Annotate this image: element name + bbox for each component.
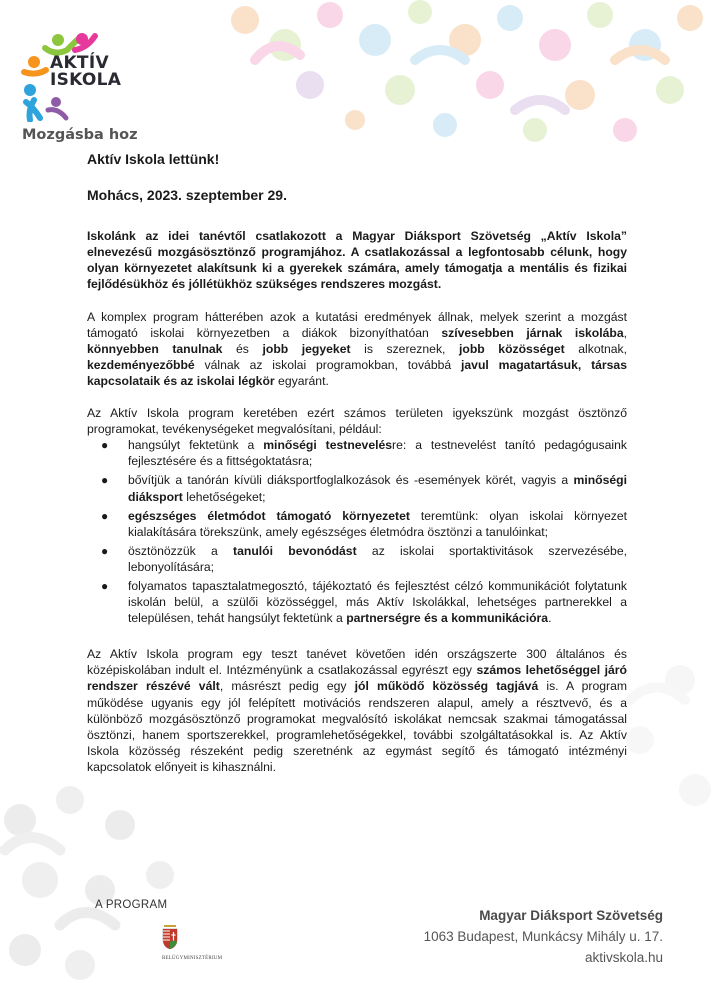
list-item: ● ösztönözzük a tanulói bevonódást az iskolai sportaktivitások szervezésébe, lebonyolítására; — [101, 543, 628, 574]
organization-name: Magyar Diáksport Szövetség — [479, 908, 663, 923]
slogan: Mozgásba hoz — [22, 127, 138, 143]
program-list — [87, 437, 627, 626]
letter-body — [87, 151, 627, 791]
list-item: ● folyamatos tapasztalatmegosztó, tájékoztató és fejlesztést célzó kommunikációt folytatunk iskolán belül, a szülői közösséggel, más Aktív Iskolákkal, lehetséges partnerekkel a településen, tehát hangsúlyt fektetünk a partnerségre és a kommunikációra. — [101, 578, 627, 626]
hungarian-crest-icon — [160, 922, 180, 950]
header-pattern-decoration — [215, 0, 712, 145]
program-label: A PROGRAM — [95, 899, 168, 911]
programs-intro: Az Aktív Iskola program keretében ezért számos területen igyekszünk mozgást ösztönző programokat, tevékenységeket megvalósítani, például: — [87, 406, 627, 437]
ministry-label: BELÜGYMINISZTÉRIUM — [162, 956, 223, 961]
list-item: ● bővítjük a tanórán kívüli diáksportfoglalkozások és -események körét, vagyis a minőségi diáksport lehetőségeket; — [101, 473, 627, 504]
list-item: ● egészséges életmódot támogató környezetet teremtünk: olyan iskolai környezet kialakítására törekszünk, amely egészséges életmódra ösztönzi a tanulóinkat; — [101, 508, 627, 539]
logo-wordmark — [50, 55, 121, 89]
intro-paragraph: Iskolánk az idei tanévtől csatlakozott a Magyar Diáksport Szövetség „Aktív Iskola” elnevezésű mozgásösztönző programjához. A csatlakozással a legfontosabb célunk, hogy olyan környezetet alakítsunk ki a gyerekek számára, amely támogatja a mentális és fizikai fejlődésükhöz és jóllétükhöz szükséges rendszeres mozgást. — [87, 229, 627, 292]
letter-title: Aktív Iskola lettünk! — [87, 151, 220, 167]
letter-date: Mohács, 2023. szeptember 29. — [87, 187, 287, 204]
website-link[interactable]: aktivskola.hu — [584, 950, 663, 965]
footer-pattern-decoration — [0, 780, 250, 1007]
list-item: ● hangsúlyt fektetünk a minőségi testnevelésre: a testnevelést tanító pedagógusaink fejlesztésére és a fittségoktatásra; — [101, 438, 627, 469]
organization-contact — [424, 905, 663, 968]
logo-line-1: AKTÍV — [50, 53, 109, 73]
organization-address: 1063 Budapest, Munkácsy Mihály u. 17. — [423, 929, 663, 944]
research-paragraph: A komplex program hátterében azok a kutatási eredmények állnak, melyek szerint a mozgást támogató iskolai környezetben a diákok bizonyíthatóan szívesebben járnak iskolába, könnyebben tanulnak és jobb jegyeket is szereznek, jobb közösséget alkotnak, kezdeményezőbbé válnak az iskolai programokban, továbbá javul magatartásuk, társas kapcsolataik és az iskolai légkör egyaránt. — [87, 309, 628, 388]
closing-paragraph: Az Aktív Iskola program egy teszt tanévet követően idén országszerte 300 általános és középiskolában indult el. Intézményünk a csatlakozással egyrészt egy számos lehetőséggel járó rendszer részévé vált, másrészt pedig egy jól működő közösség tagjává is. A program működése ugyanis egy jól felépített motivációs rendszeren alapul, amely a résztvevő, és a különböző mozgásösztönző programokat megvalósító iskolákat nemcsak szakmai támogatással ösztönzi, hanem sportszerekkel, programlehetőségekkel, további szolgáltatásokkal is. Az Aktív Iskola közösség részeként pedig szeretnénk az egymást segítő és támogató intézményi kapcsolatok előnyeit is kihasználni. — [87, 647, 627, 774]
logo-line-2: ISKOLA — [50, 70, 122, 90]
